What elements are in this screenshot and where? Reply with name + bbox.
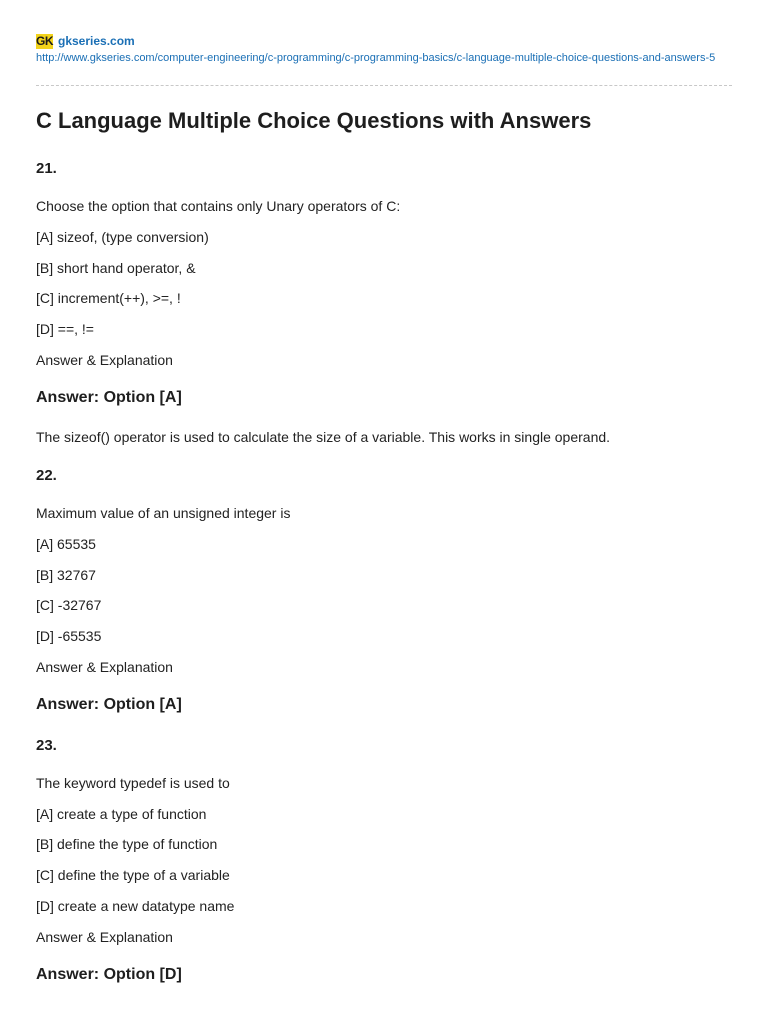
option-d[interactable]: [D] create a new datatype name [36, 898, 235, 914]
answer-heading: Answer: Option [A] [36, 696, 182, 713]
gk-logo: GK [36, 33, 53, 48]
answer-heading: Answer: Option [D] [36, 966, 182, 983]
option-a[interactable]: [A] create a type of function [36, 806, 207, 822]
option-c[interactable]: [C] increment(++), >=, ! [36, 290, 181, 306]
question-number: 21. [36, 160, 57, 177]
option-d[interactable]: [D] ==, != [36, 321, 94, 337]
page-title: C Language Multiple Choice Questions with Answers [36, 108, 592, 133]
site-brand [36, 33, 736, 49]
question-number: 23. [36, 737, 57, 754]
option-b[interactable]: [B] 32767 [36, 567, 96, 583]
option-c[interactable]: [C] -32767 [36, 597, 102, 613]
question-text: The keyword typedef is used to [36, 775, 230, 791]
option-d[interactable]: [D] -65535 [36, 628, 102, 644]
question-number: 22. [36, 467, 57, 484]
answer-explanation: The sizeof() operator is used to calculate the size of a variable. This works in single operand. [36, 429, 611, 445]
header-divider [36, 85, 732, 86]
option-a[interactable]: [A] 65535 [36, 536, 96, 552]
question-text: Choose the option that contains only Unary operators of C: [36, 198, 401, 214]
answer-heading: Answer: Option [A] [36, 389, 182, 406]
option-b[interactable]: [B] short hand operator, & [36, 260, 196, 276]
option-c[interactable]: [C] define the type of a variable [36, 867, 230, 883]
question-text: Maximum value of an unsigned integer is [36, 505, 291, 521]
site-name-link[interactable]: gkseries.com [58, 34, 135, 48]
option-a[interactable]: [A] sizeof, (type conversion) [36, 229, 209, 245]
answer-explanation-toggle[interactable]: Answer & Explanation [36, 929, 173, 945]
page-url-link[interactable]: http://www.gkseries.com/computer-engineering/c-programming/c-programming-basics/c-language-multiple-choice-questions-and-answers-5 [36, 52, 716, 64]
answer-explanation-toggle[interactable]: Answer & Explanation [36, 352, 173, 368]
answer-explanation-toggle[interactable]: Answer & Explanation [36, 659, 173, 675]
option-b[interactable]: [B] define the type of function [36, 836, 218, 852]
site-header [36, 33, 736, 66]
